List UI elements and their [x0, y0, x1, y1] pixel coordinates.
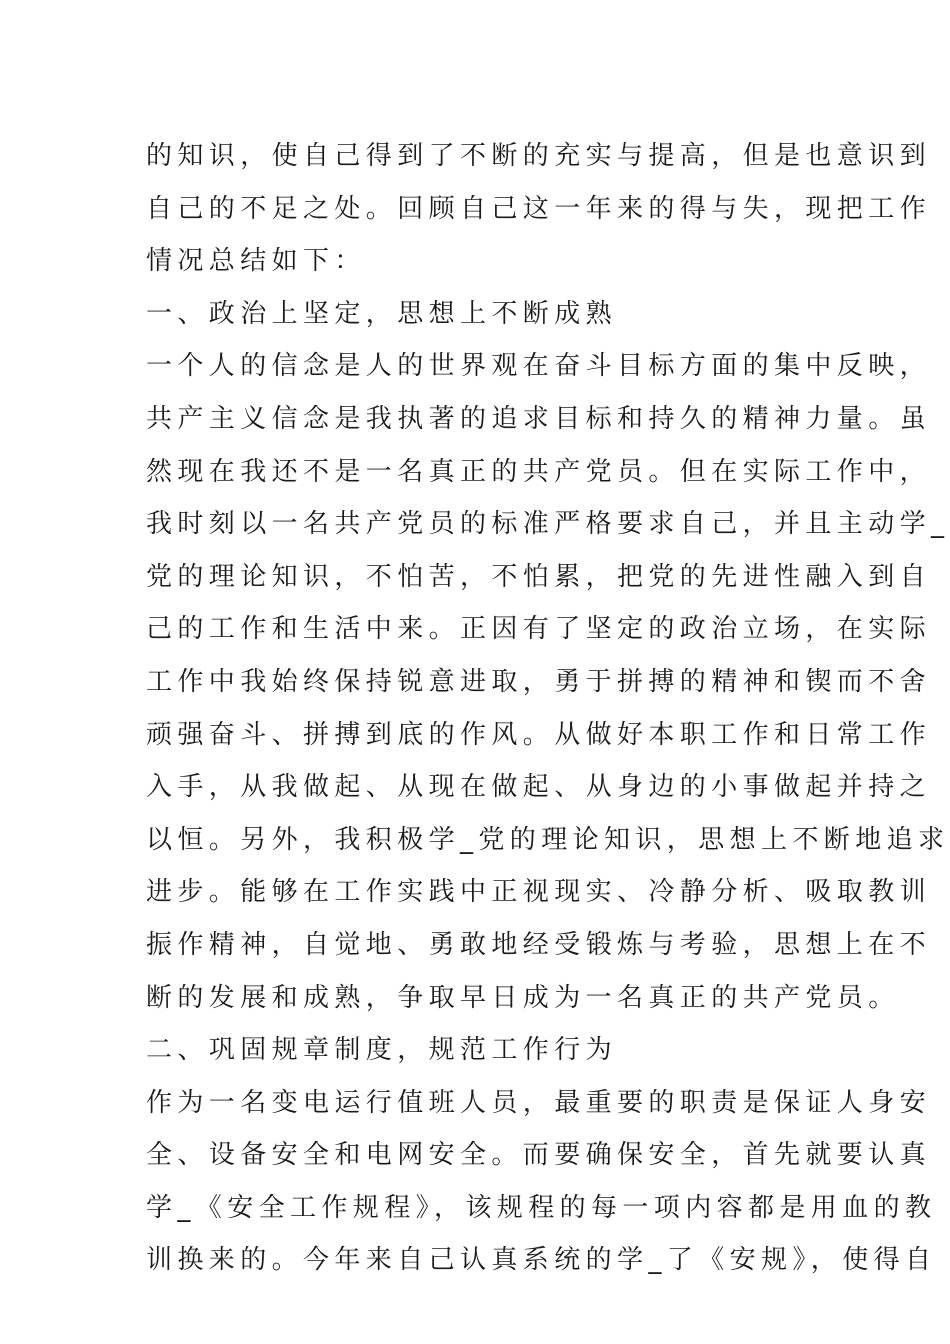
- text-line: 己的工作和生活中来。正因有了坚定的政治立场，在实际: [146, 614, 932, 645]
- text-line: 然现在我还不是一名真正的共产党员。但在实际工作中，: [146, 456, 932, 487]
- text-line: 训换来的。今年来自己认真系统的学_了《安规》，使得自: [146, 1245, 937, 1276]
- text-line: 以恒。另外，我积极学_党的理论知识，思想上不断地追求: [146, 824, 950, 855]
- text-line: 我时刻以一名共产党员的标准严格要求自己，并且主动学_: [146, 509, 950, 540]
- text-line: 学_《安全工作规程》，该规程的每一项内容都是用血的教: [146, 1192, 937, 1223]
- text-line: 顽强奋斗、拼搏到底的作风。从做好本职工作和日常工作: [146, 719, 932, 750]
- text-line: 作为一名变电运行值班人员，最重要的职责是保证人身安: [146, 1087, 932, 1118]
- section-heading-2: 二、巩固规章制度，规范工作行为: [146, 1035, 618, 1066]
- body-text: [146, 130, 950, 1287]
- text-line: 共产主义信念是我执著的追求目标和持久的精神力量。虽: [146, 403, 932, 434]
- text-line: 振作精神，自觉地、勇敢地经受锻炼与考验，思想上在不: [146, 929, 932, 960]
- text-line: 断的发展和成熟，争取早日成为一名真正的共产党员。: [146, 982, 900, 1013]
- text-line: 党的理论知识，不怕苦，不怕累，把党的先进性融入到自: [146, 561, 932, 592]
- text-line: 自己的不足之处。回顾自己这一年来的得与失，现把工作: [146, 193, 932, 224]
- text-line: 一个人的信念是人的世界观在奋斗目标方面的集中反映，: [146, 351, 932, 382]
- text-line: 入手，从我做起、从现在做起、从身边的小事做起并持之: [146, 772, 932, 803]
- text-line: 全、设备安全和电网安全。而要确保安全，首先就要认真: [146, 1140, 932, 1171]
- text-line: 工作中我始终保持锐意进取，勇于拼搏的精神和锲而不舍: [146, 666, 932, 697]
- text-line: 的知识，使自己得到了不断的充实与提高，但是也意识到: [146, 141, 932, 171]
- text-line: 情况总结如下：: [146, 246, 366, 277]
- text-line: 进步。能够在工作实践中正视现实、冷静分析、吸取教训: [146, 877, 932, 908]
- section-heading-1: 一、政治上坚定，思想上不断成熟: [146, 298, 618, 329]
